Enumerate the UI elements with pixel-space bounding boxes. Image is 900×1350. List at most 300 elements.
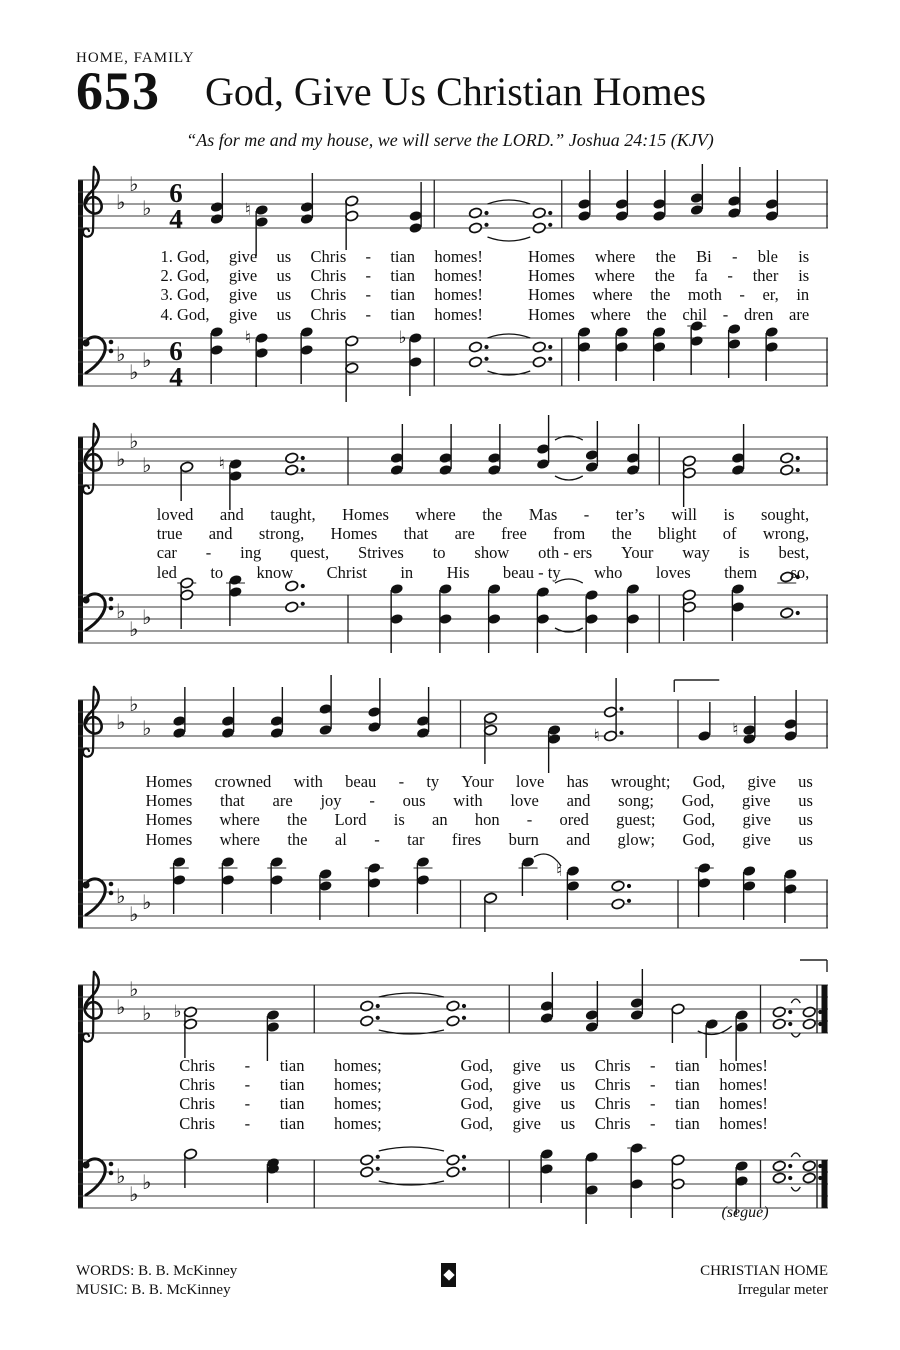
flat-sign: ♭ [129,977,139,1001]
flat-sign: ♭ [129,172,139,196]
lyric-word: tian [675,1094,700,1114]
augmentation-dot [376,1004,380,1008]
lyric-word: love [510,791,539,811]
augmentation-dot [462,1004,466,1008]
lyric-word: homes! [719,1075,768,1095]
lyrics-line [528,305,809,324]
lyrics-line [528,266,809,285]
scripture-reference: “As for me and my house, we will serve the LORD.” Joshua 24:15 (KJV) [186,130,714,150]
lyric-word: Your [461,772,494,791]
lyrics-line [461,1094,769,1113]
treble-clef-icon [83,687,102,757]
notehead [772,1172,786,1184]
tune-name: CHRISTIAN HOME [700,1263,828,1279]
lyric-word: Chris [179,1113,216,1133]
notehead [468,207,482,219]
lyric-word: Chris [310,247,347,266]
flat-sign: ♭ [142,1170,152,1194]
tune-info [700,1262,828,1300]
lyric-word: Chris [594,1056,631,1075]
lyric-word: crowned [214,772,272,791]
lyrics-line [528,247,809,266]
notehead [285,452,299,464]
lyrics-line [146,830,814,849]
lyric-word: us [276,247,292,266]
augmentation-dot [818,1164,822,1168]
lyric-word: to [432,543,446,563]
lyric-word: sought, [761,505,810,524]
lyric-word: in [400,562,414,582]
flat-sign: ♭ [142,1001,152,1025]
lyric-word: tian [675,1113,700,1133]
notehead [532,341,546,353]
treble-staff-system-4 [78,951,828,1067]
lyric-word: burn [508,829,539,849]
lyric-word: Homes [528,247,575,266]
lyric-word: song; [618,791,654,811]
lyric-word: joy [320,791,342,811]
lyric-word: will [671,505,697,524]
augmentation-dot [788,1022,792,1026]
lyrics-line [161,285,484,304]
lyric-word: Your [621,543,654,563]
lyric-word: - [365,285,372,305]
lyric-word: the [650,285,671,305]
lyric-word: God, [681,791,715,811]
treble-clef-icon [83,424,102,494]
lyric-word: is [798,247,810,266]
augmentation-dot [818,1176,822,1180]
lyric-word: homes! [434,304,483,324]
lyric-word: tian [675,1075,700,1095]
lyrics-line [161,305,484,324]
flat-sign: ♭ [142,605,152,629]
augmentation-dot [818,1022,822,1026]
augmentation-dot [788,1164,792,1168]
lyric-word: is [393,810,405,830]
lyric-word: give [512,1113,541,1133]
flat-sign: ♭ [142,196,152,220]
attribution-words-music [76,1262,237,1300]
bass-clef-icon [82,1159,113,1195]
tie [488,200,531,204]
flat-sign: ♭ [116,1164,126,1188]
lyric-word: us [560,1113,576,1133]
tie [555,476,583,480]
notehead [285,601,299,613]
flat-sign: ♭ [116,599,126,623]
notehead [360,1166,374,1178]
lyric-word: loved [156,505,194,524]
flat-sign: ♭ [129,617,139,641]
notehead [532,207,546,219]
lyric-word: tian [390,266,416,286]
lyrics-line [461,1056,769,1075]
lyrics-line [179,1114,382,1133]
flat-sign: ♭ [129,692,139,716]
tie [791,999,800,1003]
notehead [802,1160,816,1172]
lyric-word: wrong, [762,524,810,544]
lyric-word: - [365,304,372,324]
accidental: ♭ [173,1002,182,1022]
flat-sign: ♭ [142,348,152,372]
lyric-word: hon [474,810,500,830]
lyric-word: fa [694,266,708,286]
lyric-word: tian [390,285,416,305]
lyric-word: quest, [290,543,330,563]
lyric-word: the [287,829,308,849]
lyric-word: led [156,562,177,582]
lyric-word: God, [692,772,726,791]
tune-meter: Irregular meter [737,1282,828,1298]
treble-clef-icon [83,167,102,237]
augmentation-dot [376,1167,380,1171]
augmentation-dot [796,468,800,472]
lyric-word: to [210,562,224,582]
lyric-word: - [244,1094,251,1114]
lyric-word: an [432,810,448,830]
lyric-word: us [798,829,813,849]
augmentation-dot [788,1010,792,1014]
lyric-word: Bi [696,247,712,266]
lyric-word: give [742,829,771,849]
lyric-word: Christ [326,562,367,582]
augmentation-dot [548,223,552,227]
lyric-word: us [798,772,813,791]
segue-marking: (segue) [721,1204,769,1221]
lyric-word: Chris [310,266,347,286]
lyric-word: give [228,266,258,286]
lyric-word: homes! [434,247,483,266]
lyrics-line [161,266,484,285]
lyric-word: ing [240,543,262,563]
augmentation-dot [796,611,800,615]
lyric-word: where [219,810,260,830]
augmentation-dot [301,602,305,606]
lyric-word: al [334,829,347,849]
augmentation-dot [619,731,623,735]
lyric-word: where [415,505,456,524]
notehead [611,880,625,892]
lyric-word: God, [460,1056,494,1075]
lyric-word: wrought; [610,772,671,791]
lyric-word: Chris [310,304,347,324]
lyric-word: ther [752,266,779,286]
augmentation-dot [627,884,631,888]
lyric-word: Homes [145,791,193,811]
lyric-word: way [682,543,710,563]
tie [488,334,531,338]
lyrics-line [146,791,814,810]
lyrics-line [461,1114,769,1133]
tie [791,1033,800,1037]
lyric-word: - [365,266,372,286]
lyric-word: ored [559,810,589,830]
lyric-word: us [798,810,813,830]
lyric-word: us [560,1094,576,1114]
lyric-word: give [512,1056,541,1075]
lyric-word: so, [790,562,810,582]
flat-sign: ♭ [116,995,126,1019]
notehead [468,222,482,234]
lyric-word: ble [757,247,778,266]
lyrics-line [161,247,484,266]
tie [379,1147,444,1151]
diamond-ornament-icon [441,1263,456,1287]
time-signature-numerator: 6 [169,178,183,208]
lyric-word: Strives [357,543,404,563]
lyric-word: - [650,1113,656,1133]
lyric-word: tian [390,247,416,266]
lyric-word: homes! [434,285,483,305]
lyric-word: Homes [528,285,575,305]
lyric-word: is [723,505,735,524]
lyric-word: where [592,285,633,305]
lyric-word: give [512,1094,541,1114]
lyric-word: and [208,524,233,544]
lyric-word: God, [460,1113,494,1133]
lyric-word: Mas [528,505,558,524]
accidental: ♮ [244,328,251,348]
lyric-word: give [747,772,776,791]
tie [379,993,444,997]
notehead [446,1166,460,1178]
lyric-word: loves [655,562,691,582]
lyric-word: 2. God, [160,266,210,286]
lyric-word: show [474,543,510,563]
lyric-word: 4. God, [160,304,210,324]
lyric-word: ous [402,791,426,811]
lyrics-line [157,524,810,543]
lyric-word: Chris [179,1075,216,1095]
lyric-word: - [526,810,533,830]
lyric-word: - [739,285,745,305]
lyric-word: Chris [310,285,347,305]
time-signature-numerator: 6 [169,336,183,366]
lyric-word: 3. God, [160,285,210,305]
notehead [802,1018,816,1030]
notehead [780,452,794,464]
lyrics-line [157,543,810,562]
accidental: ♮ [732,720,739,740]
lyric-word: love [515,772,545,791]
lyric-word: tar [407,829,425,849]
flat-sign: ♭ [129,1182,139,1206]
notehead [446,1015,460,1027]
lyric-word: the [287,810,308,830]
flat-sign: ♭ [116,884,126,908]
lyric-word: ty [426,772,440,791]
lyric-word: Homes [528,304,575,324]
tie [791,1153,800,1157]
lyric-word: His [446,562,470,582]
lyric-word: and [566,829,591,849]
flat-sign: ♭ [142,453,152,477]
lyric-word: Homes [145,810,193,830]
treble-clef-icon [83,972,102,1042]
notehead [780,464,794,476]
time-signature-denominator: 4 [169,362,183,392]
lyric-word: best, [778,543,810,563]
notehead [468,341,482,353]
augmentation-dot [788,1176,792,1180]
accidental: ♮ [556,861,563,881]
lyric-word: tian [279,1113,305,1133]
lyric-word: has [566,772,589,791]
lyric-word: where [595,247,636,266]
lyric-word: tian [279,1075,305,1095]
lyric-word: blight [657,524,697,544]
augmentation-dot [548,345,552,349]
lyric-word: God, [460,1075,494,1095]
lyric-word: beau [345,772,377,791]
notehead [446,1000,460,1012]
lyric-word: know [256,562,294,582]
lyrics-line [179,1094,382,1113]
flat-sign: ♭ [142,716,152,740]
lyric-word: beau - ty [502,562,561,582]
lyric-word: - [205,543,212,563]
lyric-word: - [365,247,372,266]
lyric-word: - [650,1056,656,1075]
lyric-word: homes! [719,1056,768,1075]
notehead [360,1000,374,1012]
accidental: ♭ [398,328,407,348]
lyric-word: Chris [594,1113,631,1133]
augmentation-dot [484,357,488,361]
lyric-word: ter’s [615,505,645,524]
bass-staff-system-4 [78,1126,828,1242]
lyric-word: give [228,247,258,266]
notehead [446,1154,460,1166]
augmentation-dot [484,223,488,227]
augmentation-dot [301,584,305,588]
lyric-word: - [650,1075,656,1095]
lyric-word: tian [675,1056,700,1075]
lyric-word: Homes [342,505,389,524]
lyric-word: homes; [334,1113,382,1133]
lyric-word: Homes [330,524,378,544]
lyric-word: oth - ers [538,543,593,563]
augmentation-dot [462,1155,466,1159]
accidental: ♮ [244,200,251,220]
lyric-word: - [731,247,738,266]
flat-sign: ♭ [116,710,126,734]
notehead [780,607,794,619]
lyric-word: from [553,524,586,544]
lyric-word: are [272,791,293,811]
lyric-word: us [560,1056,576,1075]
notehead [468,356,482,368]
lyric-word: with [453,791,483,811]
augmentation-dot [818,1010,822,1014]
lyric-word: God, [460,1094,494,1114]
flat-sign: ♭ [129,902,139,926]
flat-sign: ♭ [116,190,126,214]
lyric-word: fires [451,829,482,849]
lyric-word: Chris [179,1056,216,1075]
bass-clef-icon [82,879,113,915]
lyric-word: tian [390,304,416,324]
augmentation-dot [301,468,305,472]
lyrics-line [461,1075,769,1094]
lyric-word: are [454,524,475,544]
lyric-word: - [583,505,590,524]
lyric-word: where [590,304,631,324]
lyric-word: the [655,247,676,266]
lyric-word: er, [762,285,779,305]
lyric-word: us [276,285,292,305]
lyric-word: homes! [719,1113,768,1133]
augmentation-dot [548,211,552,215]
lyric-word: God, [682,810,716,830]
lyric-word: give [512,1075,541,1095]
augmentation-dot [376,1016,380,1020]
lyric-word: Homes [145,829,193,849]
lyric-word: that [220,791,245,811]
notehead [611,898,625,910]
lyric-word: and [219,505,244,524]
augmentation-dot [796,456,800,460]
time-signature-denominator: 4 [169,204,183,234]
augmentation-dot [619,707,623,711]
lyric-word: Chris [179,1094,216,1114]
augmentation-dot [548,357,552,361]
lyric-word: homes; [334,1075,382,1095]
augmentation-dot [301,456,305,460]
lyric-word: Chris [594,1075,631,1095]
lyric-word: free [501,524,527,544]
lyrics-line [146,810,814,829]
bass-clef-icon [82,594,113,630]
bass-clef-icon [82,337,113,373]
notehead [285,464,299,476]
flat-sign: ♭ [129,360,139,384]
category-heading: HOME, FAMILY [76,50,195,66]
notehead [802,1172,816,1184]
lyric-word: - [244,1056,251,1075]
music-credit: MUSIC: B. B. McKinney [76,1282,231,1298]
lyric-word: strong, [258,524,305,544]
lyric-word: chil [682,304,708,324]
lyric-word: and [566,791,591,811]
lyric-word: true [156,524,183,544]
lyric-word: moth [687,285,722,305]
lyric-word: - [650,1094,656,1114]
lyric-word: dren [744,304,774,324]
lyric-word: them [724,562,758,582]
lyric-word: guest; [616,810,656,830]
lyrics-line [179,1056,382,1075]
lyric-word: car [156,543,177,563]
lyric-word: glow; [617,829,656,849]
treble-staff-system-2 [78,403,828,519]
lyric-word: the [611,524,632,544]
augmentation-dot [462,1016,466,1020]
lyric-word: taught, [270,505,316,524]
lyric-word: give [228,304,258,324]
lyric-word: - [722,304,729,324]
lyric-word: - [369,791,375,811]
lyric-word: - [374,829,380,849]
lyric-word: - [244,1075,251,1095]
accidental: ♮ [593,726,600,746]
lyric-word: homes; [334,1056,382,1075]
hymn-title: God, Give Us Christian Homes [205,69,707,114]
lyric-word: homes; [334,1094,382,1114]
lyric-word: us [798,791,813,811]
